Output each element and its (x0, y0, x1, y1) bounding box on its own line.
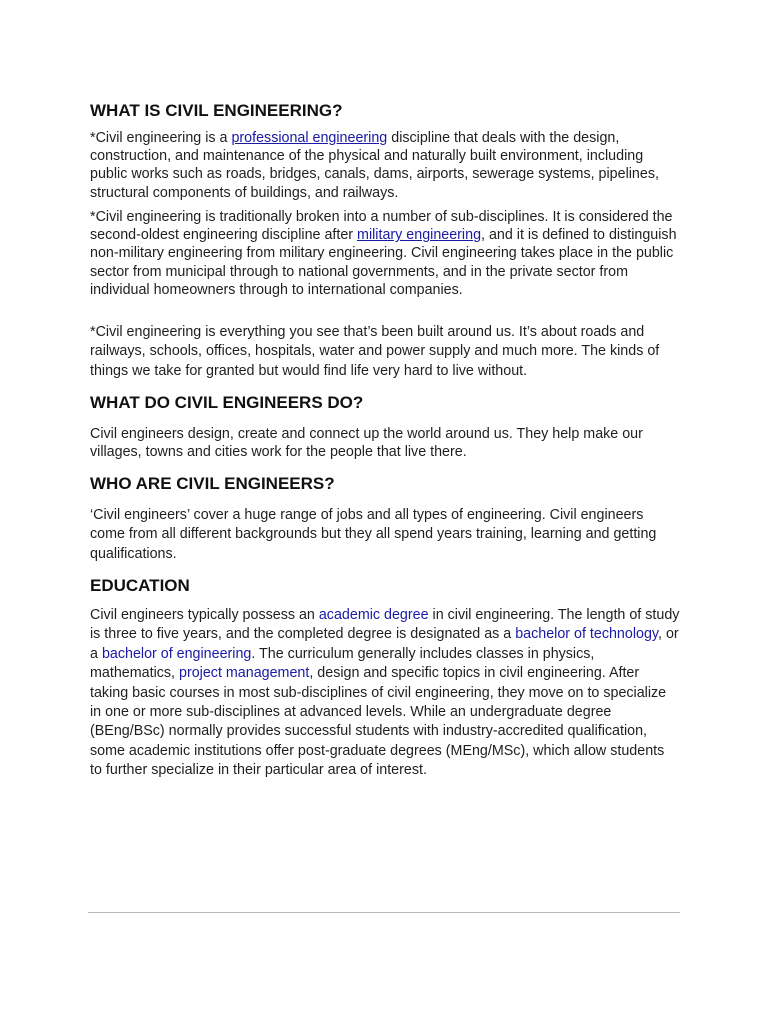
paragraph-definition (90, 129, 680, 202)
link-project-management[interactable]: project management (179, 665, 310, 682)
paragraph-sub-disciplines (90, 208, 680, 299)
heading-who-are-civil-engineers: WHO ARE CIVIL ENGINEERS? (90, 474, 335, 493)
paragraph-text: *Civil engineering is traditionally broken into a number of sub-disciplines. It is considered the second-oldest engineering discipline after (90, 209, 673, 244)
link-bachelor-of-engineering[interactable]: bachelor of engineering (101, 645, 252, 662)
paragraph-text: , and it is defined to distinguish non-military engineering from military engineering. Civil engineering takes place in the public sector from municipal through to national governments, and in the private sector from individual homeowners through to international companies. (90, 227, 677, 298)
paragraph-built-around-us: *Civil engineering is everything you see that’s been built around us. It’s about roads and railways, schools, offices, hospitals, water and power supply and much more. The kinds of things we take for granted but would find life very hard to live without. (90, 324, 660, 379)
paragraph-text: *Civil engineering is a (90, 130, 232, 146)
paragraph-text: discipline that deals with the design, construction, and maintenance of the physical and naturally built environment, including public works such as roads, bridges, canals, dams, airports, sewerage systems, pipelines, structural components of buildings, and railways. (90, 130, 659, 201)
paragraph-range-of-jobs: ‘Civil engineers’ cover a huge range of jobs and all types of engineering. Civil engineers come from all different backgrounds but they all spend years training, learning and getting qualifications. (90, 507, 657, 562)
paragraph-text: , design and specific topics in civil engineering. After taking basic courses in most sub-disciplines of civil engineering, they move on to specialize in one or more sub-disciplines at advanced levels. While an undergraduate degree (BEng/BSc) normally provides successful students with industry-accredited qualification, some academic institutions offer post-graduate degrees (MEng/MSc), which allow students to further specialize in their particular area of interest. (90, 665, 667, 779)
link-military-engineering[interactable]: military engineering (357, 227, 482, 244)
paragraph-text: Civil engineers typically possess an (90, 607, 319, 623)
page-footer-divider (88, 912, 680, 913)
paragraph-design-create-connect: Civil engineers design, create and connect up the world around us. They help make our villages, towns and cities work for the people that live there. (90, 426, 643, 461)
heading-what-is-civil-engineering: WHAT IS CIVIL ENGINEERING? (90, 101, 343, 120)
paragraph-education (90, 606, 680, 781)
paragraph-text: , or a (90, 626, 679, 662)
paragraph-text: . The curriculum generally includes classes in physics, mathematics, (90, 645, 595, 682)
link-professional-engineering[interactable]: professional engineering (231, 130, 388, 146)
paragraph-text: in civil engineering. The length of study is three to five years, and the completed degree is designated as a (90, 607, 680, 643)
link-bachelor-of-technology[interactable]: bachelor of technology (515, 626, 659, 643)
link-academic-degree[interactable]: academic degree (318, 607, 429, 623)
heading-what-do-civil-engineers-do: WHAT DO CIVIL ENGINEERS DO? (90, 393, 364, 412)
heading-education: EDUCATION (90, 576, 190, 595)
